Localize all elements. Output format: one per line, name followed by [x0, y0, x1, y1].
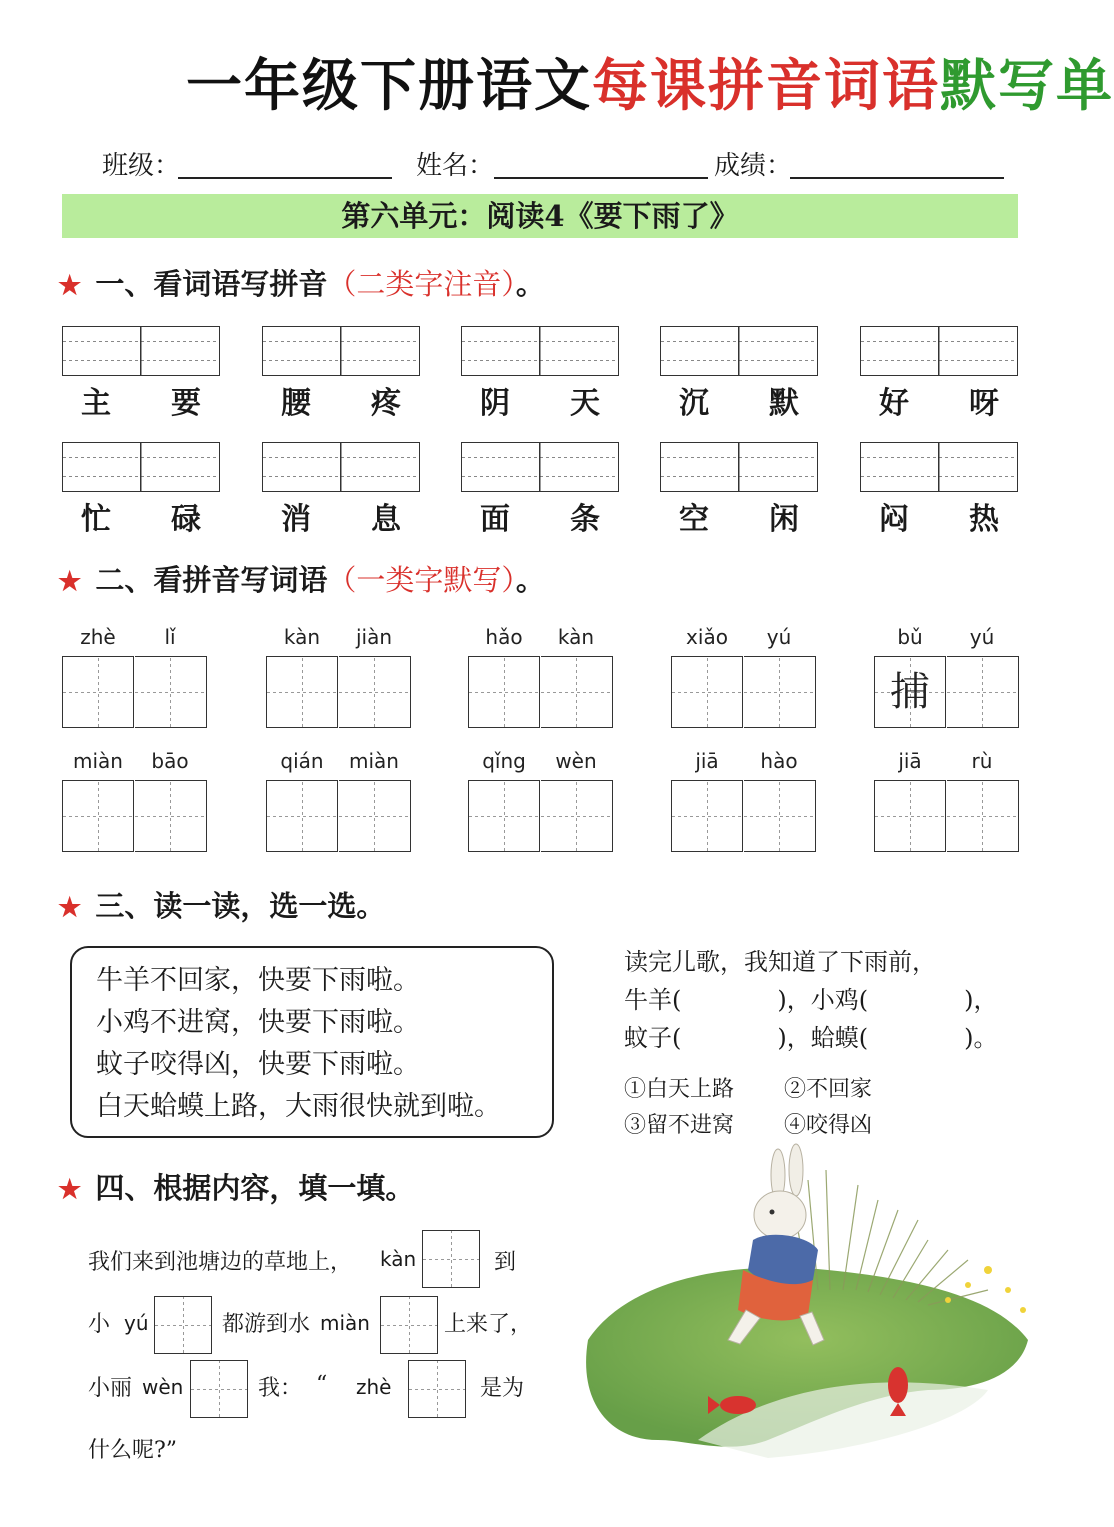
name-label: 姓名： [416, 151, 495, 181]
rhyme-box [70, 946, 554, 1138]
pinyin-label: qǐng [482, 749, 526, 773]
option-item: ②不回家 [784, 1077, 873, 1102]
char-answer-box[interactable] [339, 780, 411, 852]
pinyin-label: jiā [898, 749, 922, 773]
fill-pinyin: wèn [142, 1375, 184, 1399]
fill-text: 是为 [480, 1376, 525, 1401]
pinyin-label: jiàn [355, 625, 393, 649]
pinyin-label: hǎo [485, 625, 523, 649]
fill-text: 什么呢?” [88, 1438, 178, 1463]
word-char: 好 [879, 386, 909, 421]
char-answer-text [267, 657, 337, 727]
word-char: 阴 [480, 386, 510, 421]
fill-pinyin: kàn [380, 1247, 417, 1271]
word-char: 条 [570, 502, 600, 537]
char-answer-text [339, 657, 410, 727]
fill-pinyin: zhè [356, 1375, 392, 1399]
option-item: ③留不进窝 [624, 1113, 735, 1138]
char-answer-text [339, 781, 410, 851]
word-char: 忙 [81, 502, 111, 537]
fill-text: 上来了， [444, 1312, 533, 1337]
pinyin-label: yú [969, 625, 995, 649]
char-answer-box[interactable] [62, 656, 134, 728]
fill-pinyin: yú [124, 1311, 149, 1335]
pinyin-label: miàn [349, 749, 399, 773]
fill-text: 到 [494, 1250, 517, 1275]
pinyin-label: wèn [555, 749, 597, 773]
section-2-label: 二、看拼音写词语 [95, 563, 328, 597]
word-char: 面 [480, 502, 510, 537]
pinyin-label: lǐ [164, 625, 176, 649]
rabbit-illustration [568, 1140, 1038, 1460]
rhyme-line: 小鸡不进窝，快要下雨啦。 [96, 1007, 420, 1038]
fill-box[interactable] [154, 1296, 212, 1354]
class-field[interactable] [178, 177, 392, 179]
char-answer-box[interactable] [468, 656, 540, 728]
word-char: 疼 [371, 386, 401, 421]
rhyme-line: 蚊子咬得凶，快要下雨啦。 [96, 1049, 420, 1080]
char-answer-text [135, 781, 206, 851]
title-part-2: 每课拼音词语 [592, 53, 940, 119]
char-answer-box[interactable] [266, 656, 338, 728]
word-char: 热 [969, 502, 999, 537]
question-line: 读完儿歌，我知道了下雨前， [624, 948, 936, 976]
char-answer-box[interactable] [744, 780, 816, 852]
char-answer-box[interactable] [62, 780, 134, 852]
star-icon: ★ [58, 567, 82, 597]
pinyin-answer-box[interactable] [660, 326, 818, 376]
word-char: 天 [570, 386, 600, 421]
pinyin-label: jiā [695, 749, 719, 773]
option-item: ①白天上路 [624, 1077, 735, 1102]
section-2-header [58, 560, 545, 600]
char-answer-box[interactable] [671, 656, 743, 728]
pinyin-label: miàn [73, 749, 123, 773]
char-answer-text [541, 781, 612, 851]
pinyin-label: bǔ [897, 625, 923, 649]
pinyin-answer-box[interactable] [262, 326, 420, 376]
section-4-header [58, 1168, 414, 1208]
char-answer-text [672, 657, 742, 727]
pinyin-answer-box[interactable] [461, 442, 619, 492]
char-answer-text [63, 781, 133, 851]
char-answer-text [947, 781, 1018, 851]
word-char: 息 [371, 502, 401, 537]
char-answer-text [469, 657, 539, 727]
pinyin-label: kàn [283, 625, 321, 649]
rhyme-line: 白天蛤蟆上路，大雨很快就到啦。 [96, 1091, 501, 1122]
char-answer-text [744, 657, 815, 727]
fill-text: “ [316, 1372, 328, 1397]
word-char: 消 [281, 502, 311, 537]
word-char: 要 [171, 386, 201, 421]
pinyin-answer-box[interactable] [660, 442, 818, 492]
word-char: 默 [769, 386, 799, 421]
char-answer-text [63, 657, 133, 727]
word-char: 碌 [171, 502, 201, 537]
unit-banner: 第六单元：阅读4《要下雨了》 [62, 194, 1018, 238]
score-field[interactable] [790, 177, 1004, 179]
title-part-3: 默写单 [940, 53, 1114, 119]
question-line: 牛羊( )，小鸡( )， [624, 986, 998, 1014]
fill-pinyin: miàn [320, 1311, 370, 1335]
char-answer-box[interactable] [947, 656, 1019, 728]
char-answer-box[interactable] [874, 780, 946, 852]
word-char: 腰 [281, 386, 311, 421]
star-icon: ★ [58, 1175, 82, 1205]
char-answer-box[interactable] [541, 780, 613, 852]
section-2-note: （一类字默写） [327, 563, 516, 597]
name-field[interactable] [494, 177, 708, 179]
fill-text: 都游到水 [222, 1312, 311, 1337]
fill-box[interactable] [380, 1296, 438, 1354]
word-char: 主 [81, 386, 111, 421]
pinyin-label: rù [971, 749, 993, 773]
char-answer-text [672, 781, 742, 851]
char-answer-box[interactable] [874, 656, 946, 728]
score-label: 成绩： [714, 151, 793, 181]
word-char: 闲 [769, 502, 799, 537]
char-answer-text [541, 657, 612, 727]
fill-box[interactable] [190, 1360, 248, 1418]
word-char: 呀 [969, 386, 999, 421]
page-title [186, 50, 1114, 122]
pinyin-label: bāo [151, 749, 189, 773]
char-answer-box[interactable] [671, 780, 743, 852]
section-4-label: 四、根据内容，填一填。 [95, 1171, 415, 1205]
pinyin-answer-box[interactable] [62, 326, 220, 376]
pinyin-answer-box[interactable] [461, 326, 619, 376]
pinyin-label: xiǎo [686, 625, 728, 649]
question-line: 蚊子( )，蛤蟆( )。 [624, 1024, 998, 1052]
star-icon: ★ [58, 893, 82, 923]
char-answer-text [744, 781, 815, 851]
char-answer-text [267, 781, 337, 851]
pinyin-answer-box[interactable] [860, 326, 1018, 376]
pinyin-label: hào [760, 749, 798, 773]
section-1-note: （二类字注音） [327, 267, 516, 301]
char-answer-text [135, 657, 206, 727]
option-item: ④咬得凶 [784, 1113, 873, 1138]
word-char: 空 [679, 502, 709, 537]
pinyin-answer-box[interactable] [262, 442, 420, 492]
pinyin-answer-box[interactable] [62, 442, 220, 492]
char-answer-box[interactable] [266, 780, 338, 852]
section-1-header [58, 264, 545, 304]
fill-text: 小 [88, 1312, 111, 1337]
char-answer-text: 捕 [890, 669, 930, 715]
section-3-label: 三、读一读，选一选。 [95, 889, 386, 923]
section-3-header [58, 886, 385, 926]
char-answer-box[interactable] [135, 656, 207, 728]
char-answer-text [875, 781, 945, 851]
char-answer-box[interactable] [339, 656, 411, 728]
title-part-1: 一年级下册语文 [186, 53, 592, 119]
star-icon: ★ [58, 271, 82, 301]
word-char: 沉 [679, 386, 709, 421]
fill-box[interactable] [422, 1230, 480, 1288]
section-1-end: 。 [515, 267, 545, 301]
fill-text: 小丽 [88, 1376, 133, 1401]
fill-text: 我： [258, 1376, 303, 1401]
section-1-label: 一、看词语写拼音 [95, 267, 328, 301]
char-answer-box[interactable] [744, 656, 816, 728]
word-char: 闷 [879, 502, 909, 537]
pinyin-label: qián [280, 749, 324, 773]
class-label: 班级： [102, 151, 181, 181]
fill-text: 我们来到池塘边的草地上， [88, 1250, 353, 1275]
char-answer-box[interactable] [468, 780, 540, 852]
char-answer-text [469, 781, 539, 851]
pinyin-answer-box[interactable] [860, 442, 1018, 492]
rhyme-line: 牛羊不回家，快要下雨啦。 [96, 965, 420, 996]
char-answer-text [947, 657, 1018, 727]
char-answer-box[interactable] [947, 780, 1019, 852]
char-answer-box[interactable] [135, 780, 207, 852]
pinyin-label: yú [766, 625, 792, 649]
pinyin-label: zhè [80, 625, 116, 649]
char-answer-box[interactable] [541, 656, 613, 728]
fill-box[interactable] [408, 1360, 466, 1418]
section-2-end: 。 [515, 563, 545, 597]
pinyin-label: kàn [557, 625, 595, 649]
